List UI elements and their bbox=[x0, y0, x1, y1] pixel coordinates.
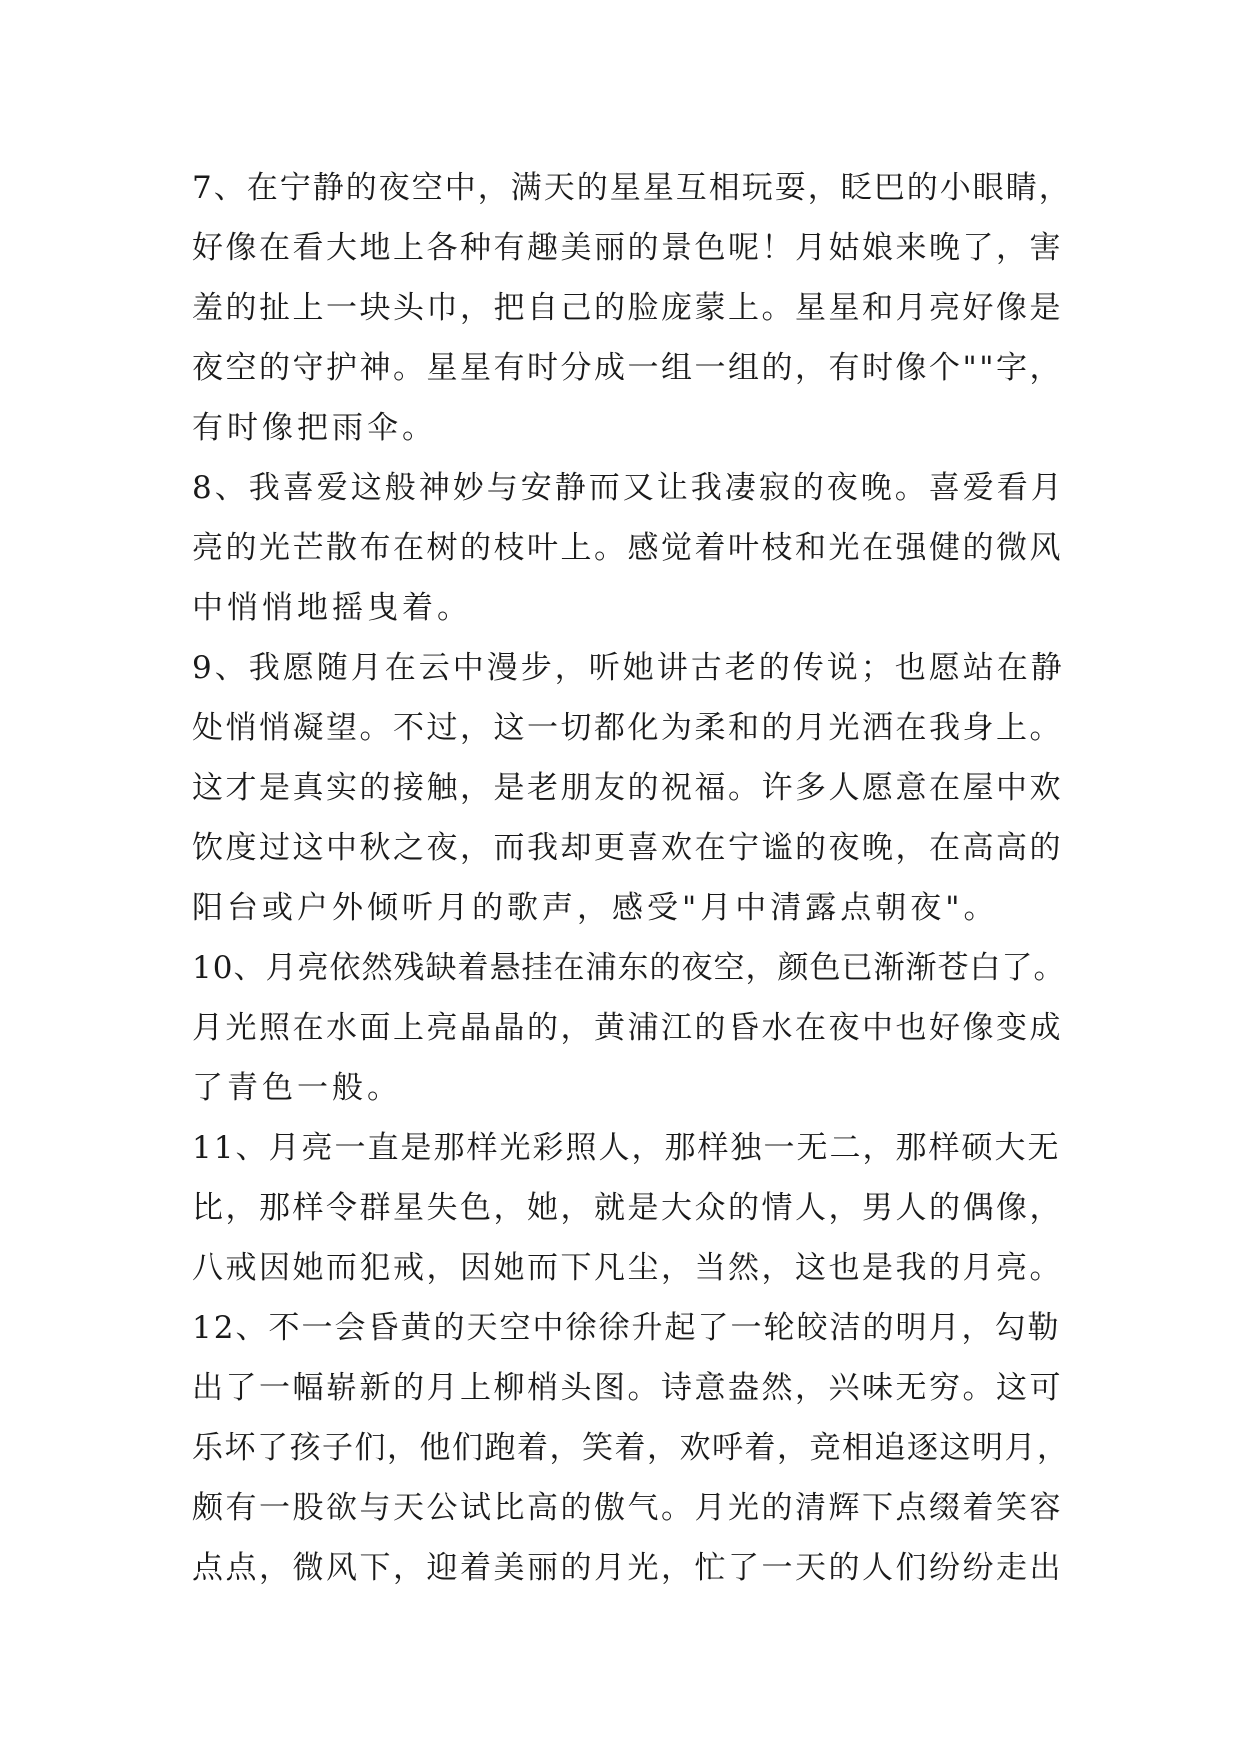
text-line: 中悄悄地摇曳着。 bbox=[192, 590, 472, 626]
text-line: 出了一幅崭新的月上柳梢头图。诗意盎然，兴味无穷。这可 bbox=[192, 1370, 1063, 1406]
text-line: 这才是真实的接触，是老朋友的祝福。许多人愿意在屋中欢 bbox=[192, 770, 1063, 806]
text-line: 点点，微风下，迎着美丽的月光，忙了一天的人们纷纷走出 bbox=[192, 1550, 1063, 1586]
text-line: 月光照在水面上亮晶晶的，黄浦江的昏水在夜中也好像变成 bbox=[192, 1010, 1063, 1046]
text-line: 11、月亮一直是那样光彩照人，那样独一无二，那样硕大无 bbox=[192, 1130, 1061, 1166]
text-line: 处悄悄凝望。不过，这一切都化为柔和的月光洒在我身上。 bbox=[192, 710, 1063, 746]
text-line: 颇有一股欲与天公试比高的傲气。月光的清辉下点缀着笑容 bbox=[192, 1490, 1063, 1526]
text-line: 了青色一般。 bbox=[192, 1070, 402, 1106]
text-line: 12、不一会昏黄的天空中徐徐升起了一轮皎洁的明月，勾勒 bbox=[192, 1310, 1061, 1346]
text-line: 羞的扯上一块头巾，把自己的脸庞蒙上。星星和月亮好像是 bbox=[192, 290, 1063, 326]
text-line: 9、我愿随月在云中漫步，听她讲古老的传说；也愿站在静 bbox=[192, 650, 1065, 686]
text-line: 有时像把雨伞。 bbox=[192, 410, 437, 446]
text-line: 夜空的守护神。星星有时分成一组一组的，有时像个""字， bbox=[192, 350, 1064, 386]
text-line: 八戒因她而犯戒，因她而下凡尘，当然，这也是我的月亮。 bbox=[192, 1250, 1063, 1286]
text-line: 7、在宁静的夜空中，满天的星星互相玩耍，眨巴的小眼睛， bbox=[192, 170, 1072, 206]
document-body bbox=[192, 158, 1072, 1598]
text-line: 阳台或户外倾听月的歌声，感受"月中清露点朝夜"。 bbox=[192, 890, 999, 926]
text-line: 10、月亮依然残缺着悬挂在浦东的夜空，颜色已渐渐苍白了。 bbox=[192, 950, 1066, 986]
text-line: 8、我喜爱这般神妙与安静而又让我凄寂的夜晚。喜爱看月 bbox=[192, 470, 1065, 506]
text-line: 亮的光芒散布在树的枝叶上。感觉着叶枝和光在强健的微风 bbox=[192, 530, 1063, 566]
text-line: 饮度过这中秋之夜，而我却更喜欢在宁谧的夜晚，在高高的 bbox=[192, 830, 1063, 866]
text-line: 乐坏了孩子们，他们跑着，笑着，欢呼着，竞相追逐这明月， bbox=[192, 1430, 1070, 1466]
text-line: 好像在看大地上各种有趣美丽的景色呢！月姑娘来晚了，害 bbox=[192, 230, 1063, 266]
text-line: 比，那样令群星失色，她，就是大众的情人，男人的偶像， bbox=[192, 1190, 1063, 1226]
